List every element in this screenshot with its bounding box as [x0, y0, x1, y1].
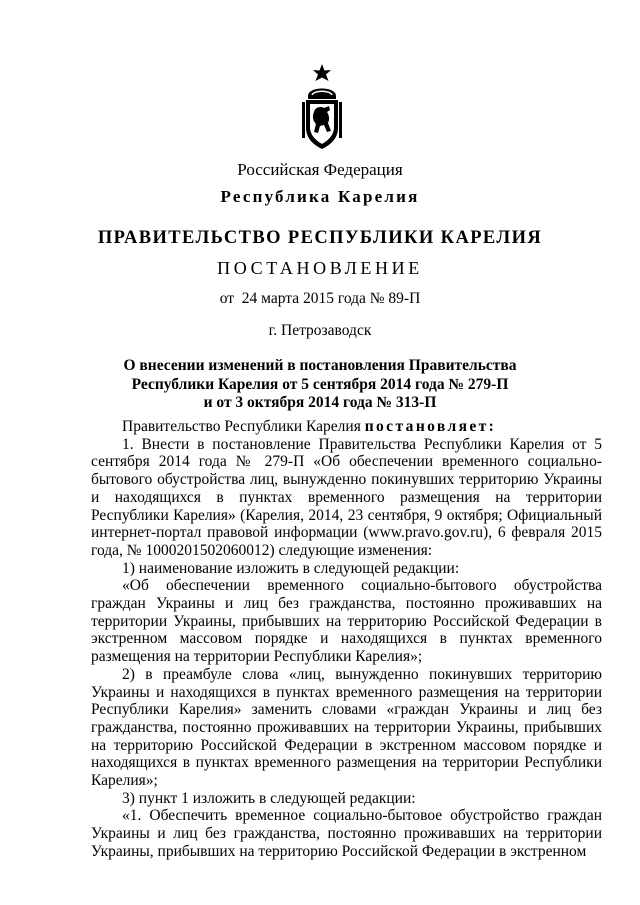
body-paragraph: «1. Обеспечить временное социально-бытовое обустройство граждан Украины и лиц без гражданства, постоянно проживавших на территории Украины, прибывших на территорию Российской Федерации в экстренном [91, 807, 602, 860]
body-paragraph: 1. Внести в постановление Правительства Республики Карелия от 5 сентября 2014 года № 279-П «Об обеспечении временного социально-бытового обустройства лиц, вынужденно покинувших территорию Украины и находящихся в пунктах временного размещения на территории Республики Карелия» (Карелия, 2014, 23 сентября, 9 октября; Официальный интернет-портал правовой информации (www.pravo.gov.ru), 6 февраля 2015 года, № 1000201502060012) следующие изменения: [91, 435, 602, 559]
document-body [91, 418, 602, 861]
body-paragraph: 2) в преамбуле слова «лиц, вынужденно покинувших территорию Украины и находящихся в пунктах временного размещения на территории Республики Карелия» заменить словами «граждан Украины и лиц без гражданства, постоянно проживавших на территории Украины, прибывших на территорию Российской Федерации в экстренном массовом порядке и находящихся в пунктах временного размещения на территории Республики Карелия»; [91, 665, 602, 790]
body-paragraph: «Об обеспечении временного социально-бытового обустройства граждан Украины и лиц без гражданства, постоянно проживавших на территории Украины, прибывших на территорию Российской Федерации в экстренном массовом порядке и находящихся в пунктах временного размещения на территории Республики Карелия»; [91, 577, 602, 666]
karelia-coat-of-arms-icon [300, 62, 344, 152]
decree-word: постановляет: [364, 418, 497, 435]
intro-text: Правительство Республики Карелия [122, 418, 365, 435]
republic-name: Республика Карелия [220, 187, 420, 206]
body-paragraph: 1) наименование изложить в следующей редакции: [122, 559, 460, 577]
body-paragraph: 3) пункт 1 изложить в следующей редакции: [122, 789, 416, 807]
title-line: О внесении изменений в постановления Правительства [123, 357, 517, 374]
title-line: и от 3 октября 2014 года № 313-П [203, 394, 437, 411]
intro-paragraph [91, 418, 602, 436]
city: г. Петрозаводск [268, 322, 372, 339]
government-title: ПРАВИТЕЛЬСТВО РЕСПУБЛИКИ КАРЕЛИЯ [97, 228, 543, 248]
title-line: Республики Карелия от 5 сентября 2014 года № 279-П [131, 375, 509, 393]
document-type: ПОСТАНОВЛЕНИЕ [217, 258, 423, 278]
document-date: от 24 марта 2015 года № 89-П [219, 290, 421, 307]
document-title [0, 357, 640, 413]
country-name: Российская Федерация [237, 160, 403, 179]
